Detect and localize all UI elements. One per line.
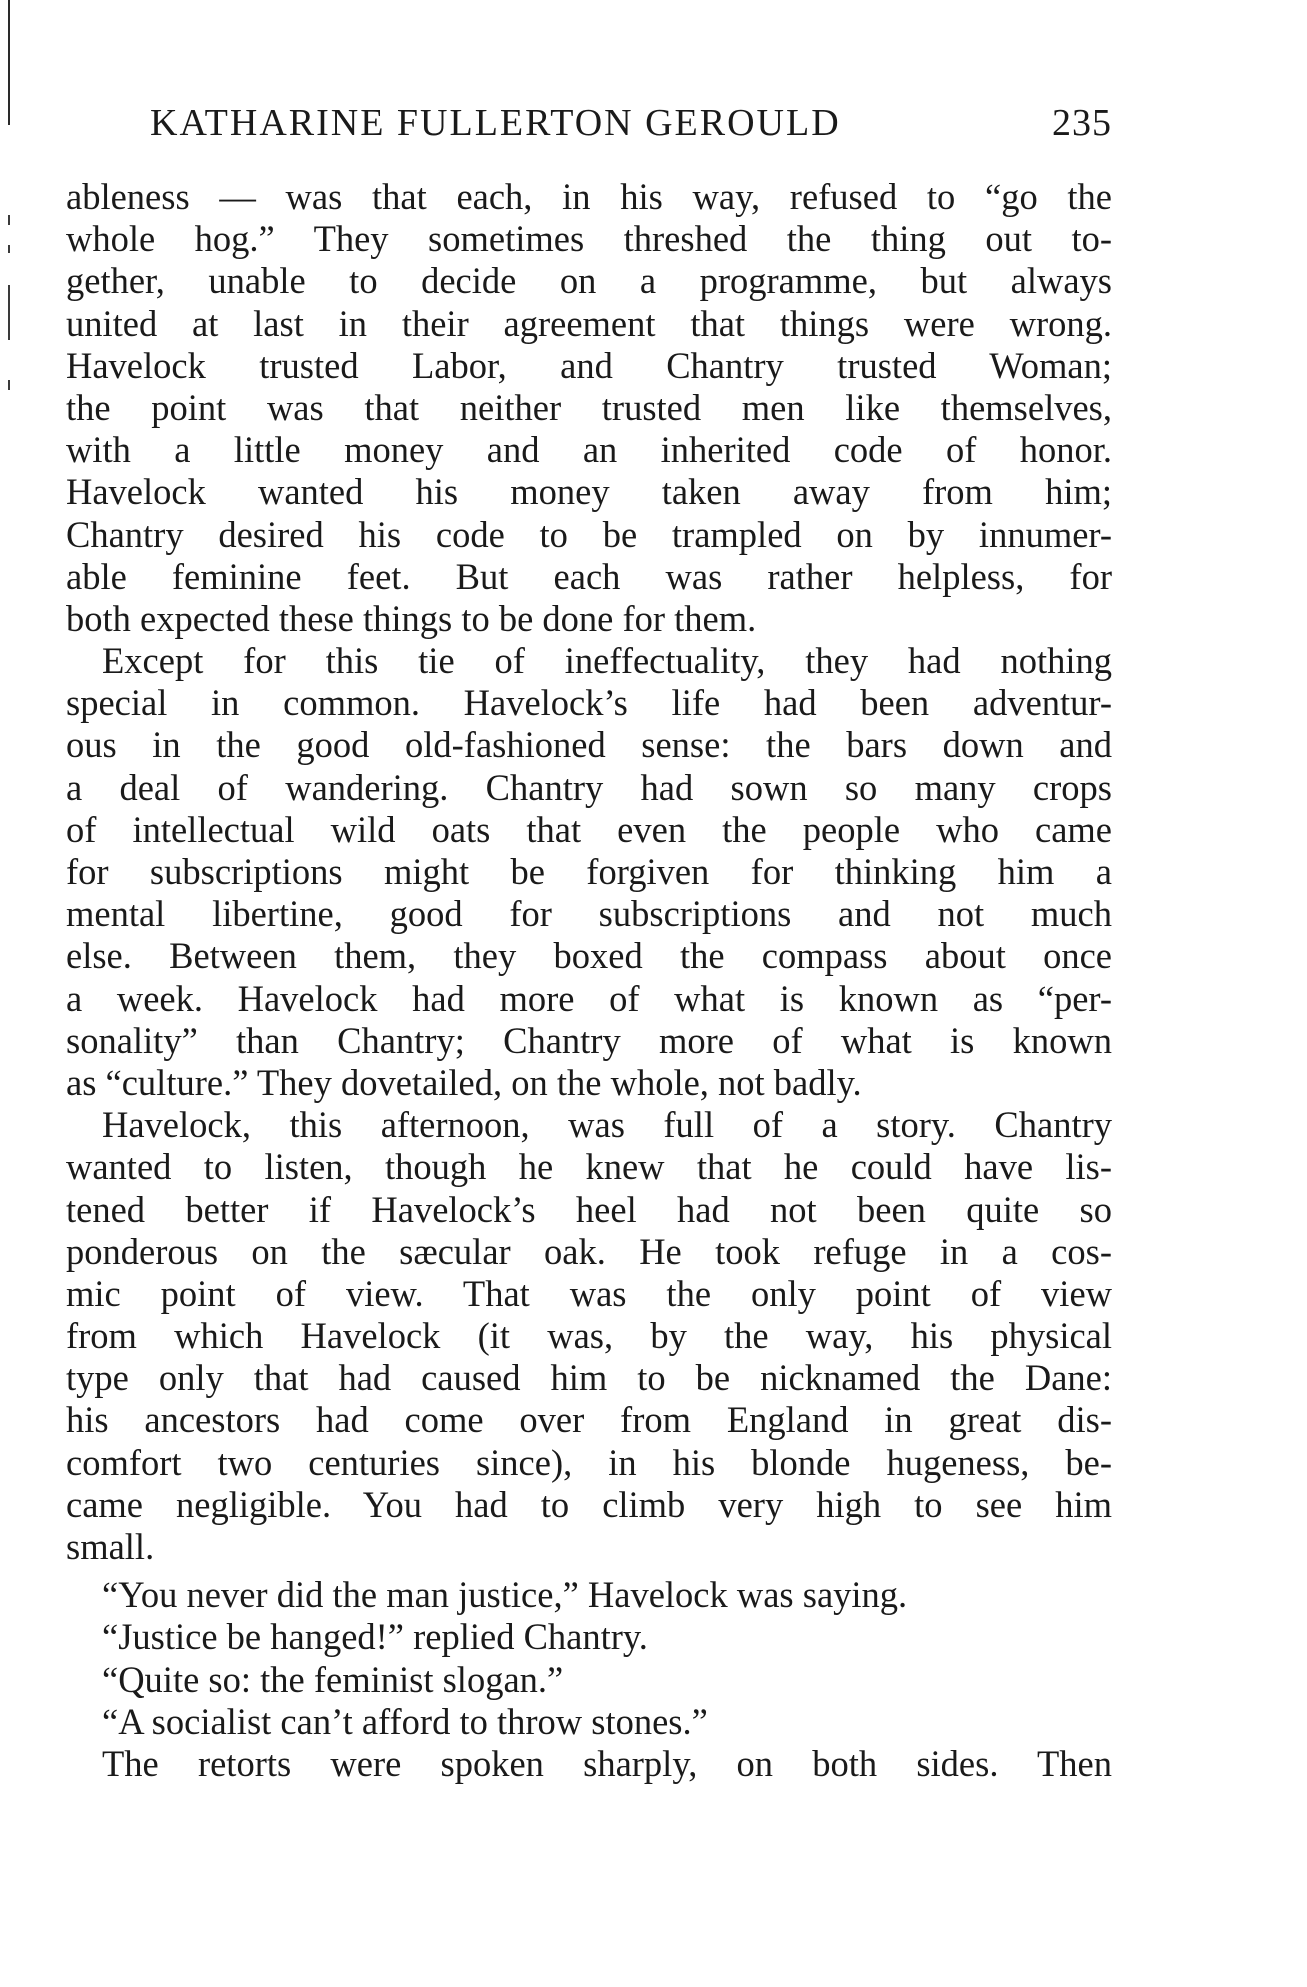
scan-edge-mark <box>8 245 10 253</box>
text-line: type only that had caused him to be nicknamed the Dane: <box>66 1357 1112 1399</box>
text-line: his ancestors had come over from England in great dis- <box>66 1399 1112 1441</box>
text-line: united at last in their agreement that things were wrong. <box>66 302 1112 344</box>
text-line: The retorts were spoken sharply, on both sides. Then <box>102 1742 1112 1784</box>
text-line: small. <box>66 1526 155 1567</box>
text-line: with a little money and an inherited code of honor. <box>66 429 1112 471</box>
scan-edge-mark <box>8 380 10 390</box>
text-line: Havelock trusted Labor, and Chantry trusted Woman; <box>66 344 1112 386</box>
text-line: ponderous on the sæcular oak. He took refuge in a cos- <box>66 1230 1112 1272</box>
text-line: mental libertine, good for subscriptions and not much <box>66 893 1112 935</box>
text-line: Havelock, this afternoon, was full of a story. Chantry <box>102 1104 1112 1146</box>
text-line: “Quite so: the feminist slogan.” <box>102 1658 564 1700</box>
text-line: a week. Havelock had more of what is known as “per- <box>66 977 1112 1019</box>
scan-edge-rule <box>8 0 10 125</box>
page-number: 235 <box>1052 102 1112 144</box>
text-line: mic point of view. That was the only point of view <box>66 1272 1112 1314</box>
text-line: ableness — was that each, in his way, refused to “go the <box>66 176 1112 217</box>
text-line: able feminine feet. But each was rather helpless, for <box>66 555 1112 597</box>
text-line: as “culture.” They dovetailed, on the whole, not badly. <box>66 1061 862 1103</box>
text-line: both expected these things to be done for them. <box>66 597 757 639</box>
text-line: the point was that neither trusted men like themselves, <box>66 386 1112 428</box>
text-line: Havelock wanted his money taken away from him; <box>66 471 1112 513</box>
text-line: wanted to listen, though he knew that he could have lis- <box>66 1146 1112 1188</box>
text-line: comfort two centuries since), in his blonde hugeness, be- <box>66 1441 1112 1483</box>
text-line: ous in the good old-fashioned sense: the bars down and <box>66 724 1112 766</box>
running-head <box>150 98 1112 148</box>
text-line: came negligible. You had to climb very high to see him <box>66 1483 1112 1525</box>
body-text <box>66 176 1112 1785</box>
text-line: a deal of wandering. Chantry had sown so many crops <box>66 766 1112 808</box>
scan-edge-mark <box>8 215 10 225</box>
text-line: gether, unable to decide on a programme, but always <box>66 260 1112 302</box>
text-line: for subscriptions might be forgiven for thinking him a <box>66 851 1112 892</box>
text-line: “A socialist can’t afford to throw stones.” <box>102 1700 708 1742</box>
text-line: Except for this tie of ineffectuality, they had nothing <box>102 640 1112 682</box>
text-line: sonality” than Chantry; Chantry more of what is known <box>66 1019 1112 1061</box>
text-line: from which Havelock (it was, by the way, his physical <box>66 1315 1112 1357</box>
text-line: tened better if Havelock’s heel had not been quite so <box>66 1188 1112 1230</box>
text-line: “You never did the man justice,” Havelock was saying. <box>102 1574 908 1616</box>
text-line: special in common. Havelock’s life had been adventur- <box>66 682 1112 724</box>
running-head-title: KATHARINE FULLERTON GEROULD <box>150 102 841 144</box>
text-line: of intellectual wild oats that even the people who came <box>66 808 1112 850</box>
text-line: whole hog.” They sometimes threshed the thing out to- <box>66 218 1112 260</box>
text-line: Chantry desired his code to be trampled on by innumer- <box>66 513 1112 555</box>
text-line: else. Between them, they boxed the compass about once <box>66 935 1112 977</box>
text-line: “Justice be hanged!” replied Chantry. <box>102 1616 648 1658</box>
scan-edge-mark <box>8 285 10 340</box>
